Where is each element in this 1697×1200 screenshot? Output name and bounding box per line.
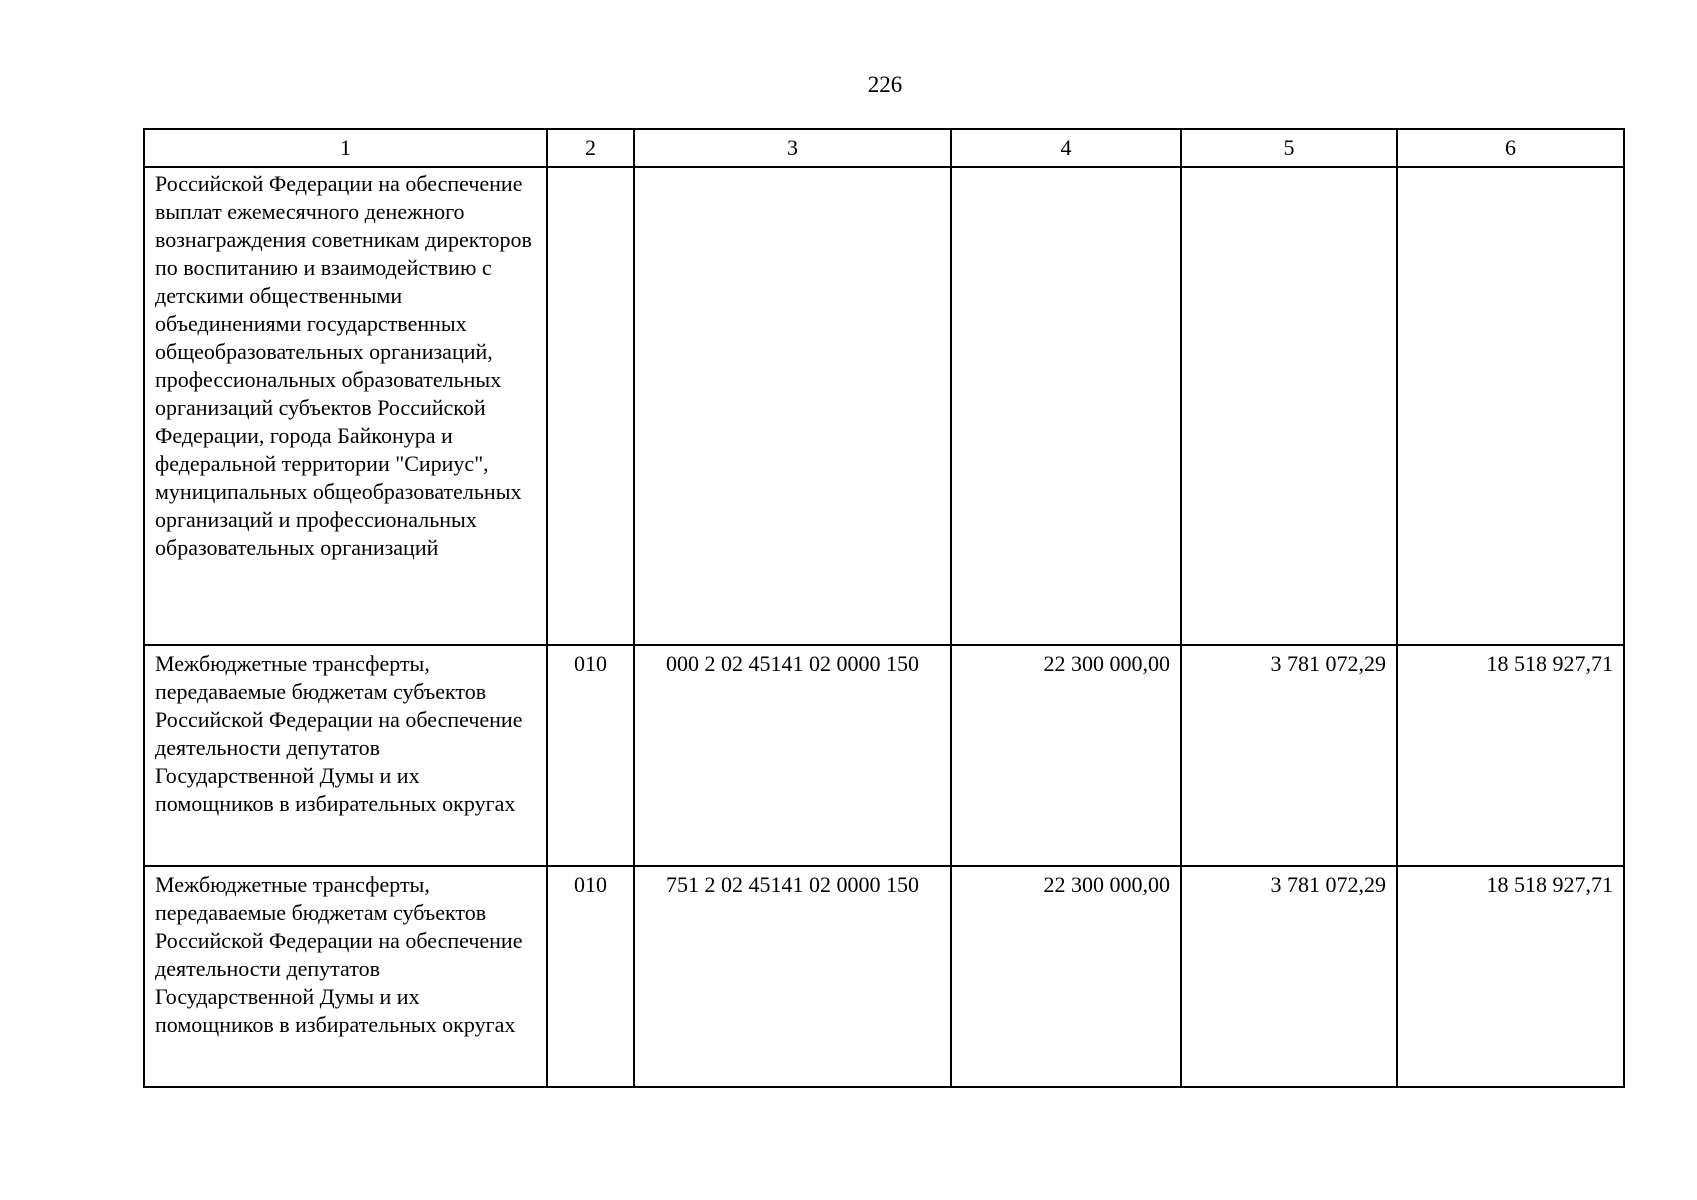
column-header-4: 4 bbox=[951, 129, 1181, 167]
row-executed-cell bbox=[1181, 167, 1397, 645]
row-kbk-cell bbox=[634, 167, 951, 645]
column-header-6: 6 bbox=[1397, 129, 1624, 167]
row-line-code-cell: 010 bbox=[547, 866, 634, 1087]
row-approved-cell: 22 300 000,00 bbox=[951, 645, 1181, 866]
row-unexecuted-cell bbox=[1397, 167, 1624, 645]
row-kbk-cell: 751 2 02 45141 02 0000 150 bbox=[634, 866, 951, 1087]
row-line-code-cell: 010 bbox=[547, 645, 634, 866]
table-row bbox=[144, 645, 1624, 866]
column-header-3: 3 bbox=[634, 129, 951, 167]
row-unexecuted-cell: 18 518 927,71 bbox=[1397, 866, 1624, 1087]
row-approved-cell: 22 300 000,00 bbox=[951, 866, 1181, 1087]
row-name-cell: Межбюджетные трансферты, передаваемые бюджетам субъектов Российской Федерации на обеспечение деятельности депутатов Государственной Думы и их помощников в избирательных округах bbox=[144, 866, 547, 1087]
row-unexecuted-cell: 18 518 927,71 bbox=[1397, 645, 1624, 866]
column-header-2: 2 bbox=[547, 129, 634, 167]
column-number-header-row bbox=[144, 129, 1624, 167]
row-name-cell: Российской Федерации на обеспечение выплат ежемесячного денежного вознаграждения советникам директоров по воспитанию и взаимодействию с детскими общественными объединениями государственных общеобразовательных организаций, профессиональных образовательных организаций субъектов Российской Федерации, города Байконура и федеральной территории "Сириус", муниципальных общеобразовательных организаций и профессиональных образовательных организаций bbox=[144, 167, 547, 645]
column-header-5: 5 bbox=[1181, 129, 1397, 167]
column-header-1: 1 bbox=[144, 129, 547, 167]
row-kbk-cell: 000 2 02 45141 02 0000 150 bbox=[634, 645, 951, 866]
budget-execution-table bbox=[143, 128, 1625, 1088]
row-executed-cell: 3 781 072,29 bbox=[1181, 645, 1397, 866]
table-row bbox=[144, 866, 1624, 1087]
row-approved-cell bbox=[951, 167, 1181, 645]
row-name-cell: Межбюджетные трансферты, передаваемые бюджетам субъектов Российской Федерации на обеспечение деятельности депутатов Государственной Думы и их помощников в избирательных округах bbox=[144, 645, 547, 866]
row-executed-cell: 3 781 072,29 bbox=[1181, 866, 1397, 1087]
page-number: 226 bbox=[867, 72, 903, 97]
table-row bbox=[144, 167, 1624, 645]
row-line-code-cell bbox=[547, 167, 634, 645]
